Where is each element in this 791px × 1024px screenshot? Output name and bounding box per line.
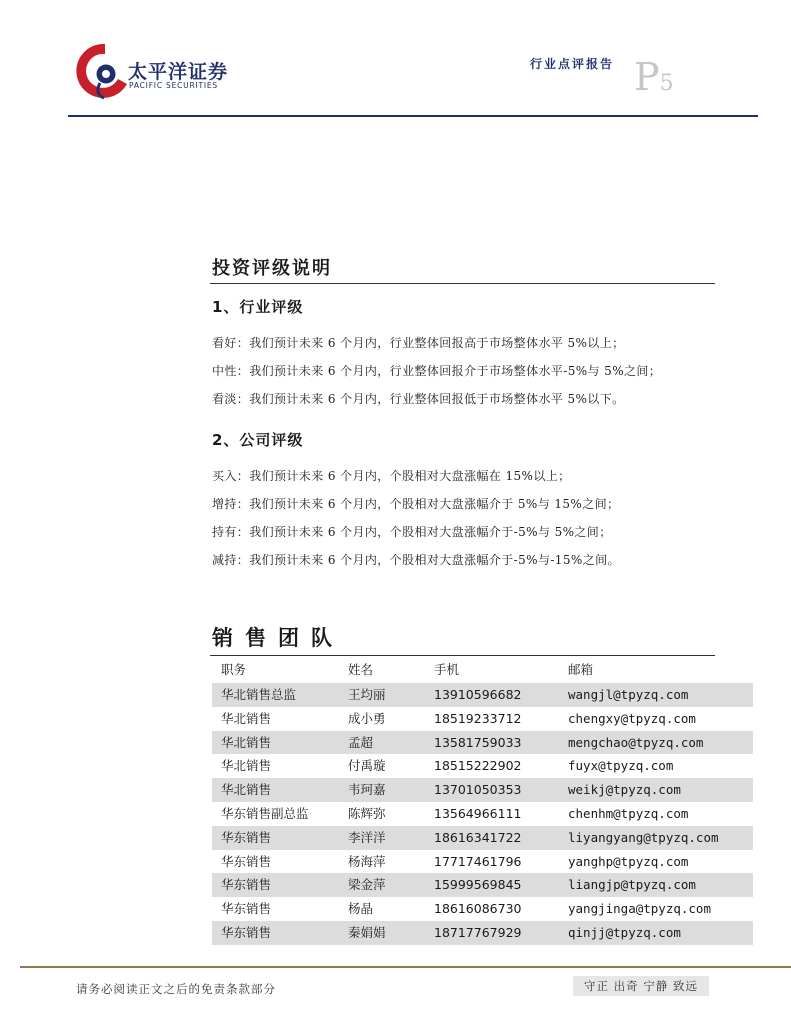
brand-name-cn: 太平洋证券 — [128, 61, 229, 83]
table-row — [212, 731, 753, 755]
table-row — [212, 826, 753, 850]
phone-cell: 13701050353 — [434, 782, 522, 798]
email-cell: fuyx@tpyzq.com — [568, 758, 674, 774]
phone-cell: 18616341722 — [434, 829, 522, 845]
name-cell: 杨海萍 — [348, 853, 386, 869]
company-rating-line: 持有：我们预计未来 6 个月内，个股相对大盘涨幅介于-5%与 5%之间； — [212, 525, 612, 539]
company-motto: 守正 出奇 宁静 致远 — [573, 976, 709, 996]
phone-cell: 13564966111 — [434, 805, 522, 821]
email-cell: weikj@tpyzq.com — [568, 782, 681, 798]
column-header-role: 职务 — [221, 662, 247, 677]
table-row — [212, 683, 753, 707]
column-header-name: 姓名 — [348, 662, 374, 677]
table-row — [212, 778, 753, 802]
name-cell: 韦珂嘉 — [348, 782, 386, 798]
brand-name-en: PACIFIC SECURITIES — [129, 81, 218, 90]
phone-cell: 15999569845 — [434, 877, 522, 893]
sales-team-divider — [210, 655, 715, 656]
name-cell: 王均丽 — [348, 687, 386, 702]
industry-rating-line: 看淡：我们预计未来 6 个月内，行业整体回报低于市场整体水平 5%以下。 — [212, 392, 625, 406]
table-row — [212, 754, 753, 778]
company-rating-line: 买入：我们预计未来 6 个月内，个股相对大盘涨幅在 15%以上； — [212, 469, 571, 483]
company-rating-line: 增持：我们预计未来 6 个月内，个股相对大盘涨幅介于 5%与 15%之间； — [212, 497, 620, 511]
role-cell: 华东销售 — [221, 877, 272, 893]
table-row — [212, 850, 753, 874]
pacific-securities-logo-icon — [74, 40, 134, 102]
email-cell: qinjj@tpyzq.com — [568, 924, 681, 940]
footer-divider — [20, 966, 791, 968]
name-cell: 陈辉弥 — [348, 805, 386, 821]
name-cell: 孟超 — [348, 734, 374, 750]
table-row — [212, 802, 753, 826]
company-rating-title: 2、公司评级 — [212, 431, 304, 449]
phone-cell: 18616086730 — [434, 901, 522, 917]
role-cell: 华北销售 — [221, 710, 272, 726]
phone-cell: 18519233712 — [434, 710, 522, 726]
table-header-row — [212, 657, 753, 683]
email-cell: chengxy@tpyzq.com — [568, 710, 696, 726]
table-row — [212, 707, 753, 731]
ratings-section-divider — [210, 283, 715, 284]
phone-cell: 13581759033 — [434, 734, 522, 750]
sales-team-table — [212, 657, 753, 945]
page-prefix: P — [634, 55, 660, 99]
phone-cell: 13910596682 — [434, 687, 522, 702]
role-cell: 华东销售 — [221, 924, 272, 940]
disclaimer-note: 请务必阅读正文之后的免责条款部分 — [76, 982, 276, 996]
email-cell: yanghp@tpyzq.com — [568, 853, 689, 869]
column-header-email: 邮箱 — [568, 662, 594, 677]
name-cell: 付禹璇 — [348, 758, 386, 774]
phone-cell: 18515222902 — [434, 758, 522, 774]
role-cell: 华北销售 — [221, 734, 272, 750]
industry-rating-line: 中性：我们预计未来 6 个月内，行业整体回报介于市场整体水平-5%与 5%之间； — [212, 364, 662, 378]
industry-rating-line: 看好：我们预计未来 6 个月内，行业整体回报高于市场整体水平 5%以上； — [212, 336, 625, 350]
company-rating-line: 减持：我们预计未来 6 个月内，个股相对大盘涨幅介于-5%与-15%之间。 — [212, 553, 620, 567]
page-number-value: 5 — [659, 71, 674, 96]
role-cell: 华东销售 — [221, 901, 272, 917]
company-logo — [74, 40, 314, 104]
role-cell: 华东销售 — [221, 853, 272, 869]
role-cell: 华东销售 — [221, 829, 272, 845]
email-cell: mengchao@tpyzq.com — [568, 734, 704, 750]
role-cell: 华东销售副总监 — [221, 805, 309, 821]
industry-rating-title: 1、行业评级 — [212, 298, 304, 316]
name-cell: 梁金萍 — [348, 877, 386, 893]
name-cell: 秦娟娟 — [348, 924, 386, 940]
ratings-section-title: 投资评级说明 — [212, 258, 332, 279]
table-row — [212, 897, 753, 921]
email-cell: wangjl@tpyzq.com — [568, 687, 689, 702]
email-cell: liyangyang@tpyzq.com — [568, 829, 719, 845]
role-cell: 华北销售总监 — [221, 687, 297, 702]
role-cell: 华北销售 — [221, 782, 272, 798]
name-cell: 李洋洋 — [348, 829, 386, 845]
column-header-phone: 手机 — [434, 662, 460, 677]
page-number — [634, 55, 674, 99]
email-cell: yangjinga@tpyzq.com — [568, 901, 711, 917]
role-cell: 华北销售 — [221, 758, 272, 774]
report-type: 行业点评报告 — [530, 57, 615, 71]
phone-cell: 17717461796 — [434, 853, 522, 869]
table-row — [212, 873, 753, 897]
name-cell: 成小勇 — [348, 710, 386, 726]
table-row — [212, 921, 753, 945]
header-divider — [68, 115, 758, 117]
phone-cell: 18717767929 — [434, 924, 522, 940]
email-cell: liangjp@tpyzq.com — [568, 877, 696, 893]
sales-team-title: 销售团队 — [212, 626, 344, 650]
email-cell: chenhm@tpyzq.com — [568, 805, 689, 821]
name-cell: 杨晶 — [348, 901, 374, 917]
